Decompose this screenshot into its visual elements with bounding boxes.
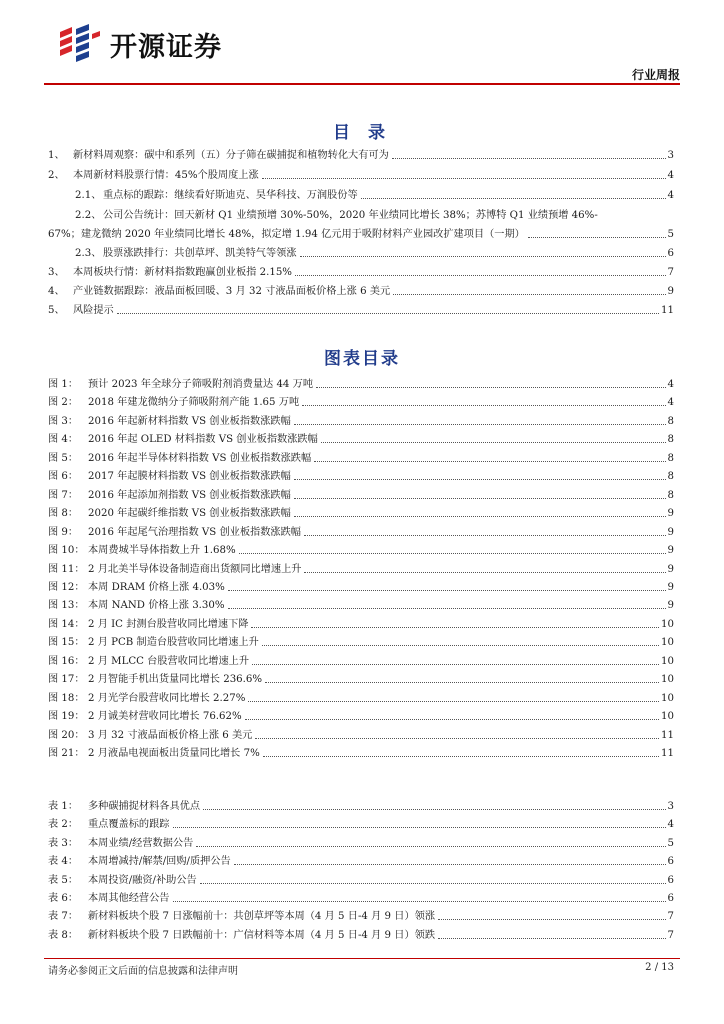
footer-disclaimer: 请务必参阅正文后面的信息披露和法律声明 xyxy=(48,966,238,977)
table-entry[interactable]: 表 4： 本周增减持/解禁/回购/质押公告 6 xyxy=(48,856,674,868)
table-entry[interactable]: 表 8： 新材料板块个股 7 日跌幅前十：广信材料等本周（4 月 5 日-4 月 9 日）领跌 7 xyxy=(48,929,674,941)
figure-entry[interactable]: 图 20： 3 月 32 寸液晶面板价格上涨 6 美元 11 xyxy=(48,729,674,741)
figure-entry[interactable]: 图 4： 2016 年起 OLED 材料指数 VS 创业板指数涨跌幅 8 xyxy=(48,434,674,446)
toc-entry[interactable]: 3、 本周板块行情：新材料指数跑赢创业板指 2.15% 7 xyxy=(48,267,674,278)
figure-entry[interactable]: 图 5： 2016 年起半导体材料指数 VS 创业板指数涨跌幅 8 xyxy=(48,452,674,464)
figure-entry[interactable]: 图 1： 预计 2023 年全球分子筛吸附剂消费量达 44 万吨 4 xyxy=(48,379,674,390)
figure-entry[interactable]: 图 3： 2016 年起新材料指数 VS 创业板指数涨跌幅 8 xyxy=(48,415,674,427)
toc-entry[interactable]: 2.1、 重点标的跟踪：继续看好斯迪克、昊华科技、万润股份等 4 xyxy=(75,190,674,201)
figure-entry[interactable]: 图 15： 2 月 PCB 制造台股营收同比增速上升 10 xyxy=(48,637,674,649)
table-entry[interactable]: 表 7： 新材料板块个股 7 日涨幅前十：共创草坪等本周（4 月 5 日-4 月 9 日）领涨 7 xyxy=(48,911,674,923)
figure-entry[interactable]: 图 2： 2018 年建龙微纳分子筛吸附剂产能 1.65 万吨 4 xyxy=(48,397,674,409)
figure-entry[interactable]: 图 6： 2017 年起膜材料指数 VS 创业板指数涨跌幅 8 xyxy=(48,471,674,483)
figure-entry[interactable]: 图 16： 2 月 MLCC 台股营收同比增速上升 10 xyxy=(48,655,674,667)
table-entry[interactable]: 表 6： 本周其他经营公告 6 xyxy=(48,893,674,904)
toc-entry[interactable]: 4、 产业链数据跟踪：液晶面板回暖、3 月 32 寸液晶面板价格上涨 6 美元 9 xyxy=(48,286,674,297)
toc-entry[interactable]: 2、 本周新材料股票行情：45%个股周度上涨 4 xyxy=(48,170,674,181)
footer-divider xyxy=(44,958,680,959)
figure-entry[interactable]: 图 18： 2 月光学台股营收同比增长 2.27% 10 xyxy=(48,692,674,704)
figure-entry[interactable]: 图 13： 本周 NAND 价格上涨 3.30% 9 xyxy=(48,600,674,612)
figure-entry[interactable]: 图 19： 2 月诚美材营收同比增长 76.62% 10 xyxy=(48,711,674,723)
figure-entry[interactable]: 图 7： 2016 年起添加剂指数 VS 创业板指数涨跌幅 8 xyxy=(48,489,674,501)
figure-entry[interactable]: 图 9： 2016 年起尾气治理指数 VS 创业板指数涨跌幅 9 xyxy=(48,526,674,538)
figure-entry[interactable]: 图 8： 2020 年起碳纤维指数 VS 创业板指数涨跌幅 9 xyxy=(48,508,674,520)
table-entry[interactable]: 表 5： 本周投资/融资/补助公告 6 xyxy=(48,874,674,886)
figure-entry[interactable]: 图 17： 2 月智能手机出货量同比增长 236.6% 10 xyxy=(48,674,674,686)
figures-title: 图表目录 xyxy=(324,349,400,369)
figure-entry[interactable]: 图 14： 2 月 IC 封测台股营收同比增速下降 10 xyxy=(48,618,674,630)
brand-name: 开源证券 xyxy=(110,31,222,63)
report-type-tag: 行业周报 xyxy=(631,68,680,82)
table-entry[interactable]: 表 3： 本周业绩/经营数据公告 5 xyxy=(48,837,674,849)
toc-entry[interactable]: 5、 风险提示 11 xyxy=(48,305,674,316)
header-logo xyxy=(56,22,222,66)
kaiyuan-logo-icon xyxy=(56,24,102,64)
figure-entry[interactable]: 图 10： 本周费城半导体指数上升 1.68% 9 xyxy=(48,545,674,557)
toc-entry[interactable]: 1、 新材料周观察：碳中和系列（五）分子筛在碳捕捉和植物转化大有可为 3 xyxy=(48,150,674,161)
table-entry[interactable]: 表 1： 多种碳捕捉材料各具优点 3 xyxy=(48,801,674,812)
page-number: 2 / 13 xyxy=(645,962,674,973)
header-divider xyxy=(44,83,680,85)
figure-entry[interactable]: 图 12： 本周 DRAM 价格上涨 4.03% 9 xyxy=(48,581,674,593)
figure-entry[interactable]: 图 21： 2 月液晶电视面板出货量同比增长 7% 11 xyxy=(48,748,674,759)
table-entry[interactable]: 表 2： 重点覆盖标的跟踪 4 xyxy=(48,819,674,831)
toc-entry-continued[interactable]: 67%；建龙微纳 2020 年业绩同比增长 48%，拟定增 1.94 亿元用于吸附材料产业园改扩建项目（一期） 5 xyxy=(48,229,674,240)
toc-entry[interactable]: 2.3、 股票涨跌排行：共创草坪、凯美特气等领涨 6 xyxy=(75,248,674,259)
toc-title: 目 录 xyxy=(333,123,391,143)
toc-entry[interactable]: 2.2、 公司公告统计：回天新材 Q1 业绩预增 30%-50%，2020 年业绩同比增长 38%；苏博特 Q1 业绩预增 46%- xyxy=(75,210,598,221)
figure-entry[interactable]: 图 11： 2 月北美半导体设备制造商出货额同比增速上升 9 xyxy=(48,563,674,575)
